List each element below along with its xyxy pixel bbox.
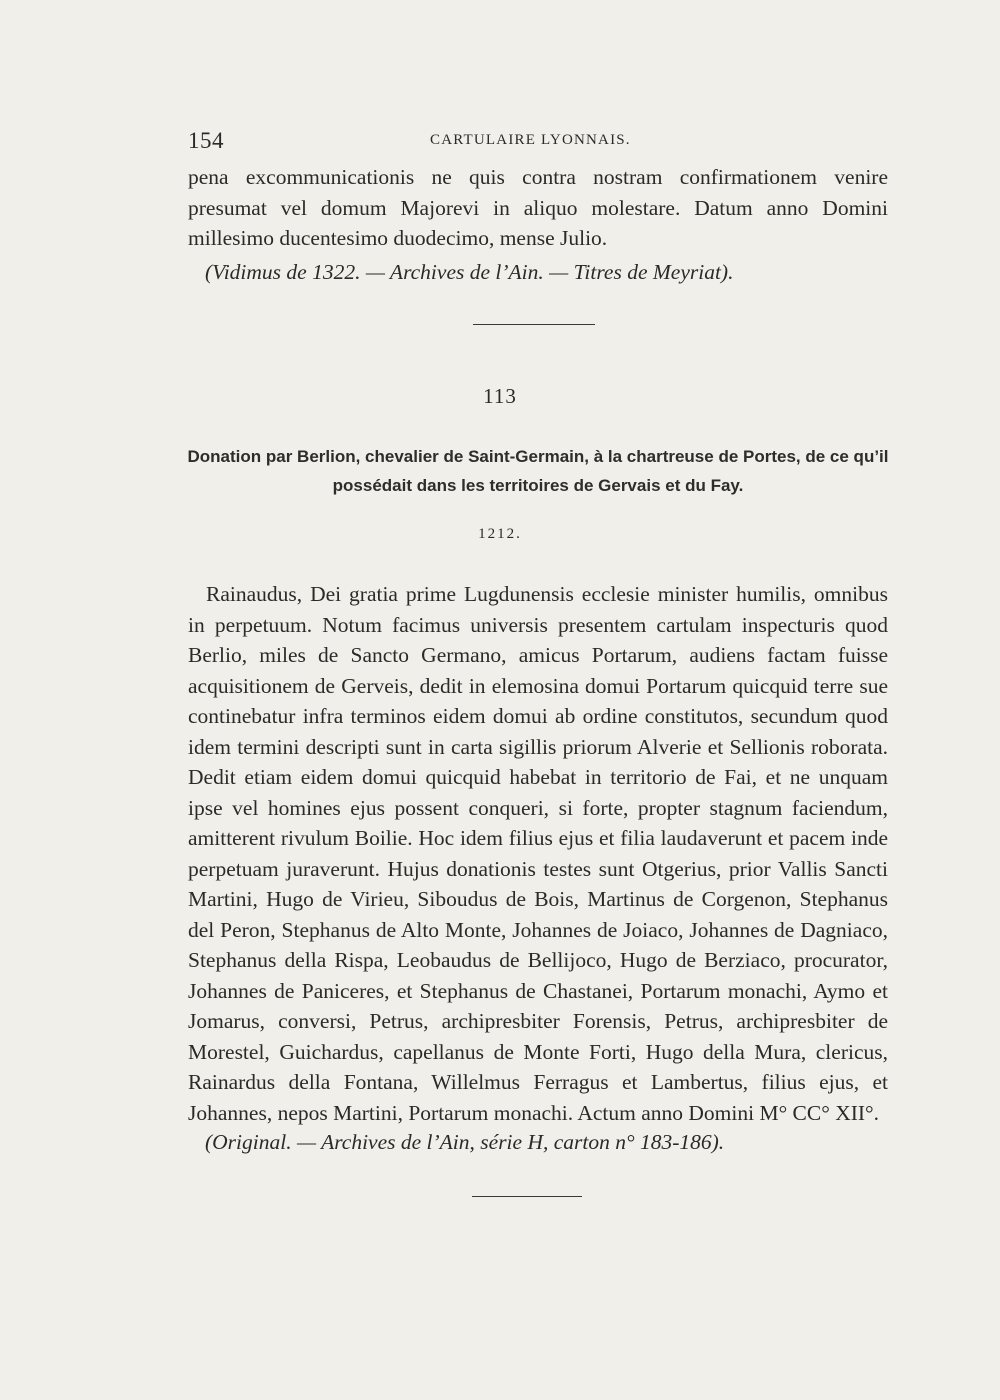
section-divider bbox=[473, 324, 595, 325]
page-number: 154 bbox=[188, 128, 224, 153]
running-title: CARTULAIRE LYONNAIS. bbox=[430, 132, 631, 148]
end-divider bbox=[472, 1196, 582, 1197]
running-head bbox=[188, 128, 888, 152]
document-number: 113 bbox=[483, 384, 517, 408]
previous-document-text-block bbox=[188, 162, 888, 254]
document-heading: Donation par Berlion, chevalier de Saint-Germain, à la chartreuse de Portes, de ce qu’il possédait dans les territoires de Gervais et du Fay. bbox=[187, 447, 889, 495]
document-date: 1212. bbox=[478, 526, 522, 542]
document-body-block bbox=[188, 579, 888, 1128]
previous-document-text: pena excommunicationis ne quis contra nostram confirmationem venire presumat vel domum Majorevi in aliquo molestare. Datum anno Domini millesimo ducentesimo duodecimo, mense Julio. bbox=[188, 165, 888, 250]
document-citation: (Original. — Archives de l’Ain, série H, carton n° 183-186). bbox=[205, 1130, 725, 1154]
document-body: Rainaudus, Dei gratia prime Lugdunensis ecclesie minister humilis, omnibus in perpetuum. Notum facimus universis presentem cartulam inspecturis quod Berlio, miles de Sancto Germano, amicus Portarum, audiens factam fuisse acquisitionem de Gerveis, dedit in elemosina domui Portarum quicquid terre sue continebatur infra terminos eidem domui ab ordine constitutos, secundum quod idem termini descripti sunt in carta sigillis priorum Alverie et Sellionis roborata. Dedit etiam eidem domui quicquid habebat in territorio de Fai, et ne unquam ipse vel homines ejus possent conqueri, si forte, propter stagnum faciendum, amitterent rivulum Boilie. Hoc idem filius ejus et filia laudaverunt et pacem inde perpetuam juraverunt. Hujus donationis testes sunt Otgerius, prior Vallis Sancti Martini, Hugo de Virieu, Siboudus de Bois, Martinus de Corgenon, Stephanus del Peron, Stephanus de Alto Monte, Johannes de Joiaco, Johannes de Dagniaco, Stephanus della Rispa, Leobaudus de Bellijoco, Hugo de Berziaco, procurator, Johannes de Paniceres, et Stephanus de Chastanei, Portarum monachi, Aymo et Jomarus, conversi, Petrus, archipresbiter Forensis, Petrus, archipresbiter de Morestel, Guichardus, capellanus de Monte Forti, Hugo della Mura, clericus, Rainardus della Fontana, Willelmus Ferragus et Lambertus, filius ejus, et Johannes, nepos Martini, Portarum monachi. Actum anno Domini M° CC° XII°. bbox=[188, 582, 888, 1125]
previous-document-citation: (Vidimus de 1322. — Archives de l’Ain. — Titres de Meyriat). bbox=[205, 260, 734, 284]
